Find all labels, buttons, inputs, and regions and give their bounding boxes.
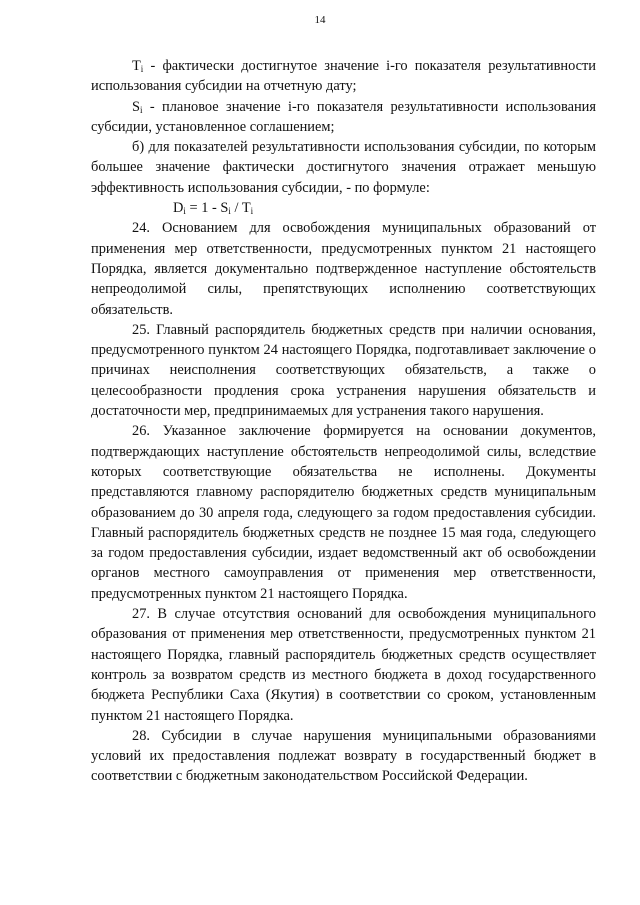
clause-28: 28. Субсидии в случае нарушения муниципальными образованиями условий их предоставления подлежат возврату в государственный бюджет в соответствии с бюджетным законодательством Российской Федерации. (91, 727, 596, 785)
formula-mid-sub: i (228, 206, 231, 217)
clause-26: 26. Указанное заключение формируется на основании документов, подтверждающих наступление обстоятельств непреодолимой силы, вследствие которых соответствующие обязательства не исполнены. Документы представляются главному распорядителю бюджетных средств муниципальным образованием до 30 апреля года, следующего за годом предоставления субсидии. Главный распорядитель бюджетных средств не позднее 15 мая года, следующего за годом предоставления субсидии, издает ведомственный акт об освобождении органов местного самоуправления от применения мер ответственности, предусмотренных пунктом 21 настоящего Порядка. (91, 423, 596, 602)
clause-24: 24. Основанием для освобождения муниципальных образований от применения мер ответственности, предусмотренных пунктом 21 настоящего Порядка, является документально подтвержденное наступление обстоятельств непреодолимой силы, препятствующих исполнению соответствующих обязательств. (91, 220, 596, 318)
document-body (91, 56, 596, 787)
subscript-i: i (140, 64, 144, 74)
formula-middle: = 1 - S (185, 200, 229, 217)
page-number: 14 (314, 14, 326, 26)
formula-op: / T (230, 200, 251, 217)
formula-lhs: D (173, 200, 184, 217)
formula-rhs-sub: i (250, 206, 254, 217)
formula (91, 198, 596, 218)
symbol-s: S (132, 98, 141, 115)
definition-ti (91, 56, 596, 97)
definition-text: - фактически достигнутое значение i-го показателя результативности использования субсидии на отчетную дату; (91, 58, 596, 95)
clause-25: 25. Главный распорядитель бюджетных средств при наличии основания, предусмотренного пунктом 24 настоящего Порядка, подготавливает заключение о причинах неисполнения соответствующих обязательств, а также о целесообразности продления срока устранения нарушения обязательств и достаточности мер, предпринимаемых для устранения такого нарушения. (91, 321, 596, 420)
paragraph-b: б) для показателей результативности использования субсидии, по которым большее значение фактически достигнутого значения отражает меньшую эффективность использования субсидии, - по формуле: (91, 139, 596, 196)
clause-27: 27. В случае отсутствия оснований для освобождения муниципального образования от применения мер ответственности, предусмотренных пунктом 21 настоящего Порядка, главный распорядитель бюджетных средств осуществляет контроль за возвратом средств из местного бюджета в доход государственного бюджета Республики Саха (Якутия) в соответствии со сроком, установленным пунктом 21 настоящего Порядка. (91, 606, 596, 724)
subscript-i: i (140, 104, 143, 115)
definition-text: - плановое значение i-го показателя результативности использования субсидии, установленное соглашением; (91, 98, 596, 135)
formula-lhs-sub: i (183, 206, 186, 217)
definition-si (91, 97, 596, 138)
symbol-t: T (132, 58, 141, 74)
